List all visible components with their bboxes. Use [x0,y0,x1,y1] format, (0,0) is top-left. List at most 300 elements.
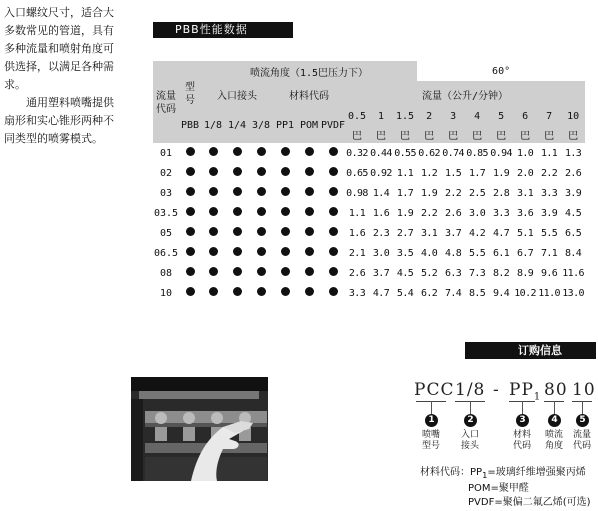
availability-dot-icon [209,267,218,276]
availability-dot-icon [305,167,314,176]
flow-value-cell: 0.32 [346,147,368,159]
pressure-value: 3 [441,107,465,125]
intro-line: 入口螺纹尺寸，适合大 [4,6,114,19]
flow-value-cell: 4.5 [396,267,414,279]
availability-cell [179,143,201,163]
type-label: 号 [185,95,195,106]
availability-dot-icon [329,227,338,236]
availability-cell [201,243,225,263]
nozzle-photo-graphic [131,377,268,481]
availability-dot-icon [209,287,218,296]
material-note-code: PP [470,467,483,478]
availability-dot-icon [305,147,314,156]
order-step-label-line: 流量 [572,430,591,440]
product-photo [131,377,268,481]
availability-cell [273,263,297,283]
flow-value-cell: 0.94 [490,147,512,159]
intro-line: 多数常见的管道，具有 [4,24,114,37]
flow-value-cell: 1.9 [492,167,510,179]
availability-dot-icon [329,247,338,256]
material-notes-label: 材料代码： [420,467,470,478]
availability-dot-icon [186,187,195,196]
flow-value-cell: 2.6 [564,167,582,179]
availability-dot-icon [186,147,195,156]
pressure-unit: 巴 [513,125,537,143]
flow-code-cell: 03.5 [153,207,179,219]
availability-dot-icon [281,247,290,256]
flow-value-cell: 1.0 [516,147,534,159]
order-step-label-line: 型号 [421,441,440,451]
flow-code-cell: 06.5 [153,247,179,259]
inlet-size: 3/8 [249,107,273,143]
availability-cell [297,283,321,303]
code-connector [582,401,583,414]
material-note-code: PVDF [468,497,495,508]
pressure-unit: 巴 [537,125,561,143]
material-note-row [420,466,598,482]
availability-dot-icon [329,267,338,276]
availability-dot-icon [257,267,266,276]
table-row [153,183,585,203]
flow-value-cell: 1.5 [444,167,462,179]
availability-dot-icon [329,167,338,176]
availability-cell [225,143,249,163]
availability-cell [321,263,345,283]
availability-dot-icon [186,167,195,176]
intro-line: 同类型的喷雾模式。 [4,132,103,145]
availability-dot-icon [305,207,314,216]
flow-value-cell: 5.2 [420,267,438,279]
availability-dot-icon [281,267,290,276]
availability-cell [225,163,249,183]
flow-value-cell: 0.85 [466,147,488,159]
availability-cell [179,203,201,223]
availability-cell [179,223,201,243]
flow-value-cell: 3.3 [540,187,558,199]
order-code-material [509,380,541,402]
material-notes [420,466,598,510]
flow-code-label: 流量 [156,91,176,102]
availability-cell [321,163,345,183]
availability-cell [225,283,249,303]
flow-value-cell: 6.7 [516,247,534,259]
order-step-label-line: 接头 [460,441,479,451]
material-note-desc: =聚甲醛 [490,483,529,494]
flow-value-cell: 6.2 [420,287,438,299]
availability-dot-icon [257,187,266,196]
table-row [153,243,585,263]
availability-cell [225,263,249,283]
flow-value-cell: 0.44 [370,147,392,159]
order-code-material-main: PP [509,380,534,400]
material-note-desc: =聚偏二氟乙烯(可选) [494,497,591,508]
availability-cell [321,223,345,243]
code-connector [522,401,523,414]
availability-cell [297,143,321,163]
availability-dot-icon [233,187,242,196]
availability-cell [179,163,201,183]
availability-cell [225,183,249,203]
availability-cell [273,243,297,263]
flow-code-cell: 02 [159,167,173,179]
availability-cell [249,203,273,223]
order-code-type: PCC [414,380,455,400]
flow-value-cell: 8.4 [564,247,582,259]
order-step-badge: 5 [576,414,589,427]
availability-dot-icon [305,187,314,196]
order-code-flow: 10 [572,380,596,400]
availability-dot-icon [233,267,242,276]
inlet-size: 1/8 [201,107,225,143]
availability-dot-icon [186,247,195,256]
flow-value-cell: 2.0 [516,167,534,179]
flow-value-cell: 0.74 [442,147,464,159]
availability-dot-icon [209,187,218,196]
availability-cell [297,223,321,243]
order-step-label [569,430,595,452]
order-step-label [509,430,535,452]
flow-value-cell: 5.5 [540,227,558,239]
flow-value-cell: 1.1 [396,167,414,179]
availability-dot-icon [329,187,338,196]
order-step-label-line: 入口 [460,430,479,440]
pressure-value: 4 [465,107,489,125]
flow-value-cell: 0.65 [346,167,368,179]
flow-value-cell: 13.0 [562,287,584,299]
pressure-unit: 巴 [441,125,465,143]
availability-cell [201,263,225,283]
intro-line: 求。 [4,78,26,91]
flow-value-cell: 11.0 [538,287,560,299]
flow-value-cell: 3.0 [372,247,390,259]
availability-dot-icon [329,287,338,296]
intro-line: 扇形和实心锥形两种不 [4,114,114,127]
availability-cell [249,263,273,283]
flow-value-cell: 3.3 [348,287,366,299]
availability-dot-icon [233,147,242,156]
table-row [153,263,585,283]
flow-code-cell: 05 [159,227,173,239]
availability-dot-icon [305,267,314,276]
pressure-value: 7 [537,107,561,125]
pressure-unit: 巴 [369,125,393,143]
availability-dot-icon [281,147,290,156]
code-connector [431,401,432,414]
order-code-inlet: 1/8 [455,380,486,400]
material-code: PP1 [273,107,297,143]
flow-value-cell: 1.6 [348,227,366,239]
flow-value-cell: 3.1 [420,227,438,239]
flow-value-cell: 1.3 [564,147,582,159]
availability-dot-icon [257,167,266,176]
material-note-sub: 1 [482,470,488,480]
flow-code-cell: 10 [159,287,173,299]
availability-dot-icon [305,287,314,296]
flow-value-cell: 2.2 [444,187,462,199]
flow-value-cell: 10.2 [514,287,536,299]
flow-value-cell: 4.5 [564,207,582,219]
material-code: PVDF [321,107,345,143]
order-info-heading: 订购信息 [465,342,596,359]
availability-dot-icon [281,207,290,216]
availability-cell [273,163,297,183]
order-code-angle: 80 [544,380,568,400]
availability-dot-icon [233,247,242,256]
intro-line: 供选择，以满足各种需 [4,60,114,73]
availability-dot-icon [209,207,218,216]
table-row [153,163,585,183]
flow-value-cell: 9.4 [492,287,510,299]
order-step-badge: 2 [464,414,477,427]
availability-dot-icon [186,207,195,216]
flow-value-cell: 4.8 [444,247,462,259]
availability-cell [273,283,297,303]
code-connector [554,401,555,414]
flow-value-cell: 8.2 [492,267,510,279]
availability-dot-icon [257,247,266,256]
flow-value-cell: 2.1 [348,247,366,259]
flow-code-cell: 08 [159,267,173,279]
availability-cell [201,283,225,303]
availability-cell [201,163,225,183]
order-code-material-sub: 1 [533,391,542,403]
intro-line: 通用塑料喷嘴提供 [26,96,114,109]
flow-value-cell: 3.5 [396,247,414,259]
flow-value-cell: 0.92 [370,167,392,179]
flow-value-cell: 11.6 [562,267,584,279]
availability-cell [249,223,273,243]
pressure-unit: 巴 [393,125,417,143]
flow-value-cell: 4.0 [420,247,438,259]
availability-cell [321,283,345,303]
availability-dot-icon [233,227,242,236]
pressure-value: 2 [417,107,441,125]
availability-dot-icon [186,267,195,276]
flow-value-cell: 2.6 [348,267,366,279]
availability-cell [249,163,273,183]
flow-value-cell: 2.6 [444,207,462,219]
flow-value-cell: 3.1 [516,187,534,199]
availability-cell [249,143,273,163]
material-code: POM [297,107,321,143]
availability-dot-icon [305,247,314,256]
type-label: 型 [185,82,195,93]
availability-cell [249,243,273,263]
flow-value-cell: 5.5 [468,247,486,259]
flow-value-cell: 3.9 [564,187,582,199]
order-step-badge: 4 [548,414,561,427]
table-row [153,283,585,303]
performance-table [153,61,585,303]
availability-dot-icon [209,167,218,176]
availability-cell [297,203,321,223]
order-step-label-line: 喷嘴 [421,430,440,440]
availability-cell [179,283,201,303]
availability-dot-icon [209,227,218,236]
availability-dot-icon [329,147,338,156]
order-step-label [541,430,567,452]
flow-code-cell: 01 [159,147,173,159]
flow-value-cell: 3.7 [372,267,390,279]
order-step-label-line: 代码 [512,441,531,451]
availability-cell [225,243,249,263]
order-code-dash: - [493,380,500,400]
availability-dot-icon [305,227,314,236]
flow-value-cell: 4.7 [492,227,510,239]
material-note-desc: =玻璃纤维增强聚丙烯 [487,467,586,478]
availability-cell [273,183,297,203]
availability-dot-icon [257,147,266,156]
availability-cell [321,203,345,223]
availability-dot-icon [233,167,242,176]
flow-code-cell: 03 [159,187,173,199]
flow-value-cell: 2.7 [396,227,414,239]
availability-dot-icon [233,207,242,216]
availability-cell [179,243,201,263]
flow-value-cell: 7.4 [444,287,462,299]
flow-value-cell: 6.1 [492,247,510,259]
availability-cell [201,143,225,163]
pressure-value: 5 [489,107,513,125]
table-body [153,143,585,303]
availability-cell [321,183,345,203]
flow-value-cell: 2.2 [420,207,438,219]
material-label: 材料代码 [273,81,345,107]
availability-cell [225,203,249,223]
flow-value-cell: 8.9 [516,267,534,279]
availability-dot-icon [209,247,218,256]
flow-value-cell: 1.7 [468,167,486,179]
inlet-label: 入口接头 [201,81,273,107]
pressure-value: 0.5 [345,107,369,125]
pbb-performance-heading: PBB性能数据 [153,22,293,38]
availability-cell [297,183,321,203]
availability-dot-icon [186,227,195,236]
availability-dot-icon [186,287,195,296]
availability-dot-icon [257,207,266,216]
availability-cell [321,243,345,263]
flow-value-cell: 7.1 [540,247,558,259]
flow-value-cell: 1.7 [396,187,414,199]
availability-dot-icon [257,227,266,236]
availability-cell [225,223,249,243]
material-note-row [420,496,598,510]
availability-dot-icon [281,227,290,236]
flow-value-cell: 6.5 [564,227,582,239]
flow-value-cell: 3.0 [468,207,486,219]
availability-cell [201,203,225,223]
order-step-label-line: 代码 [572,441,591,451]
availability-cell [201,183,225,203]
flow-value-cell: 7.3 [468,267,486,279]
intro-paragraph [4,4,128,148]
availability-dot-icon [329,207,338,216]
flow-value-cell: 1.9 [396,207,414,219]
pressure-unit: 巴 [489,125,513,143]
order-step-label-line: 喷流 [544,430,563,440]
flow-value-cell: 1.1 [348,207,366,219]
pressure-value: 6 [513,107,537,125]
table-row [153,203,585,223]
order-step-label [418,430,444,452]
order-step-label-line: 角度 [544,441,563,451]
intro-line: 多种流量和喷射角度可 [4,42,114,55]
availability-cell [297,243,321,263]
flow-value-cell: 4.2 [468,227,486,239]
availability-dot-icon [281,287,290,296]
code-connector [470,401,471,414]
flow-value-cell: 1.9 [420,187,438,199]
flow-value-cell: 2.8 [492,187,510,199]
material-note-code: POM [468,483,491,494]
flow-value-cell: 1.1 [540,147,558,159]
flow-value-cell: 0.62 [418,147,440,159]
pressure-unit: 巴 [465,125,489,143]
spray-angle-label: 喷流角度（1.5巴压力下） [201,61,417,81]
flow-value-cell: 2.3 [372,227,390,239]
flow-value-cell: 1.4 [372,187,390,199]
pressure-value: 1.5 [393,107,417,125]
flow-code-label: 代码 [156,104,176,115]
flow-label: 流量（公升/分钟） [345,81,585,107]
flow-value-cell: 6.3 [444,267,462,279]
order-step-label [457,430,483,452]
flow-value-cell: 2.5 [468,187,486,199]
availability-cell [297,263,321,283]
inlet-size: 1/4 [225,107,249,143]
order-step-label-line: 材料 [512,430,531,440]
material-note-row [420,482,598,496]
availability-dot-icon [257,287,266,296]
pressure-unit: 巴 [345,125,369,143]
availability-dot-icon [233,287,242,296]
pressure-value: 10 [561,107,585,125]
availability-dot-icon [281,167,290,176]
pressure-unit: 巴 [417,125,441,143]
flow-value-cell: 4.7 [372,287,390,299]
availability-cell [249,283,273,303]
type-code: PBB [179,107,201,143]
flow-value-cell: 1.2 [420,167,438,179]
availability-cell [201,223,225,243]
flow-value-cell: 3.7 [444,227,462,239]
pressure-value: 1 [369,107,393,125]
flow-value-cell: 3.6 [516,207,534,219]
flow-value-cell: 0.55 [394,147,416,159]
angle-value: 60° [417,61,585,81]
flow-value-cell: 8.5 [468,287,486,299]
flow-value-cell: 9.6 [540,267,558,279]
order-step-badge: 3 [516,414,529,427]
availability-cell [273,203,297,223]
flow-value-cell: 3.3 [492,207,510,219]
table-row [153,143,585,163]
flow-value-cell: 1.6 [372,207,390,219]
availability-dot-icon [209,147,218,156]
availability-cell [179,263,201,283]
order-step-badge: 1 [425,414,438,427]
pressure-unit: 巴 [561,125,585,143]
flow-value-cell: 3.9 [540,207,558,219]
availability-cell [297,163,321,183]
flow-value-cell: 5.4 [396,287,414,299]
availability-dot-icon [281,187,290,196]
flow-value-cell: 5.1 [516,227,534,239]
availability-cell [321,143,345,163]
availability-cell [249,183,273,203]
table-row [153,223,585,243]
availability-cell [179,183,201,203]
